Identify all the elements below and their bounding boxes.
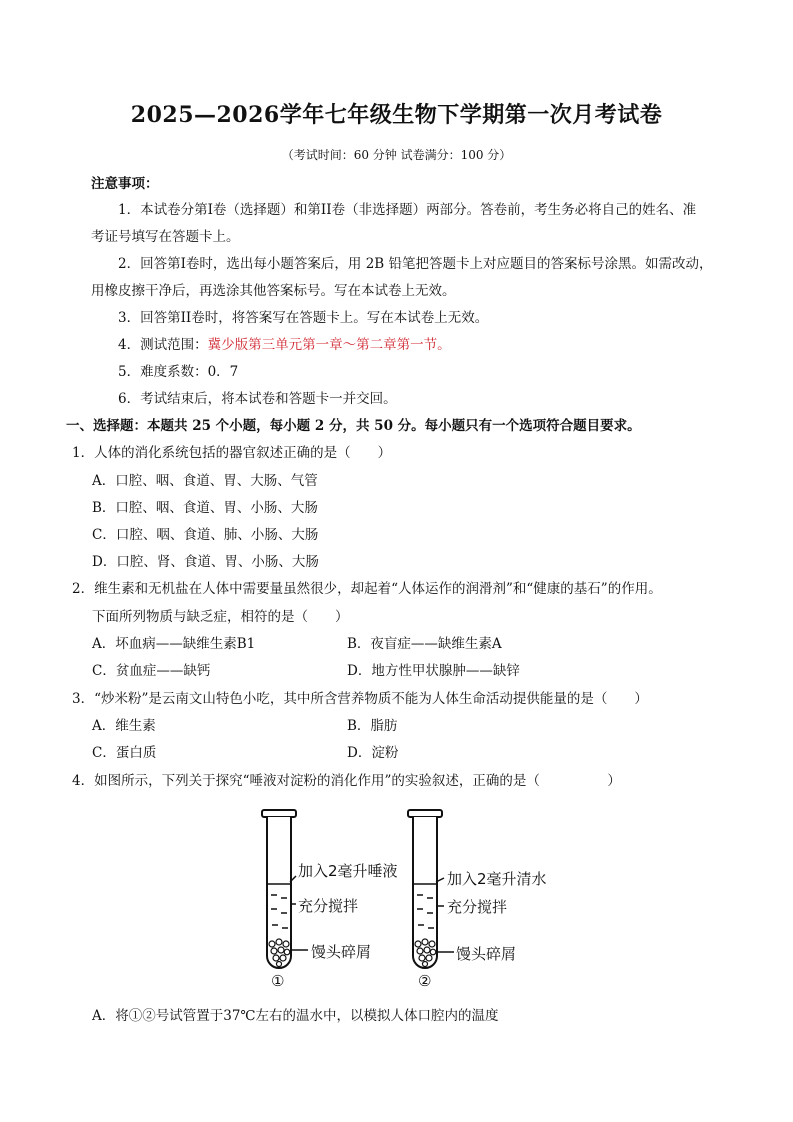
q3-option-d: D．淀粉 (347, 745, 399, 761)
q2-option-b: B．夜盲症——缺维生素A (347, 636, 502, 652)
exam-subtitle: （考试时间：60 分钟 试卷满分：100 分） (281, 148, 512, 162)
q1-option-c: C．口腔、咽、食道、肺、小肠、大肠 (92, 527, 319, 543)
tube-2-label-bread: 馒头碎屑 (456, 945, 517, 963)
note-1-line-2: 考证号填写在答题卡上。 (91, 229, 240, 245)
tube-1-label-stir: 充分搅拌 (298, 897, 359, 915)
q3-stem: 3．“炒米粉”是云南文山特色小吃，其中所含营养物质不能为人体生命活动提供能量的是（ ） (72, 691, 648, 707)
q1-option-a: A．口腔、咽、食道、胃、大肠、气管 (92, 473, 318, 489)
q2-stem-line-1: 2．维生素和无机盐在人体中需要量虽然很少，却起着“人体运作的润滑剂”和“健康的基石”的作用。 (72, 581, 662, 597)
q3-option-b: B．脂肪 (347, 718, 398, 734)
q1-option-d: D．口腔、肾、食道、胃、小肠、大肠 (92, 554, 319, 570)
q2-option-c: C．贫血症——缺钙 (92, 663, 211, 679)
test-tube-2 (408, 810, 454, 968)
tube-2-label-water: 加入2毫升清水 (447, 870, 547, 888)
tube-2-label-stir: 充分搅拌 (447, 898, 508, 916)
note-3: 3．回答第II卷时，将答案写在答题卡上。写在本试卷上无效。 (118, 310, 489, 326)
q3-option-c: C．蛋白质 (92, 745, 157, 761)
note-4 (118, 333, 451, 353)
test-range: 冀少版第三单元第一章～第二章第一节。 (207, 337, 451, 353)
tube-1-rim (262, 810, 296, 817)
notes-heading: 注意事项： (91, 176, 159, 192)
q3-option-a: A．维生素 (92, 718, 156, 734)
tube-1-label-saliva: 加入2毫升唾液 (298, 862, 398, 880)
note-4-prefix: 4．测试范围： (118, 337, 208, 353)
q2-stem-line-2: 下面所列物质与缺乏症，相符的是（ ） (92, 609, 349, 625)
section-1-heading: 一、选择题：本题共 25 个小题，每小题 2 分，共 50 分。每小题只有一个选项符合题目要求。 (66, 418, 641, 434)
tube-1-number: ① (271, 972, 285, 990)
note-5: 5．难度系数：0．7 (118, 364, 239, 380)
q4-option-a: A．将①②号试管置于37℃左右的温水中，以模拟人体口腔内的温度 (92, 1008, 499, 1024)
tube-1-label-bread: 馒头碎屑 (311, 943, 372, 961)
q1-option-b: B．口腔、咽、食道、胃、小肠、大肠 (92, 500, 318, 516)
note-6: 6．考试结束后，将本试卷和答题卡一并交回。 (118, 391, 397, 407)
exam-title: 2025—2026学年七年级生物下学期第一次月考试卷 (130, 102, 663, 128)
note-2-line-1: 2．回答第I卷时，选出每小题答案后，用 2B 铅笔把答题卡上对应题目的答案标号涂黑。如需改动， (118, 256, 713, 272)
test-tube-1 (262, 810, 308, 968)
q2-option-d: D．地方性甲状腺肿——缺锌 (347, 663, 520, 679)
q4-stem: 4．如图所示，下列关于探究“唾液对淀粉的消化作用”的实验叙述，正确的是（ ） (72, 773, 621, 789)
note-1-line-1: 1．本试卷分第I卷（选择题）和第II卷（非选择题）两部分。答卷前，考生务必将自己的姓名、准 (118, 202, 697, 218)
tube-2-number: ② (418, 972, 432, 990)
q2-option-a: A．坏血病——缺维生素B1 (92, 636, 256, 652)
note-2-line-2: 用橡皮擦干净后，再选涂其他答案标号。写在本试卷上无效。 (91, 283, 456, 299)
tube-2-rim (408, 810, 442, 817)
q1-stem: 1．人体的消化系统包括的器官叙述正确的是（ ） (72, 445, 392, 461)
